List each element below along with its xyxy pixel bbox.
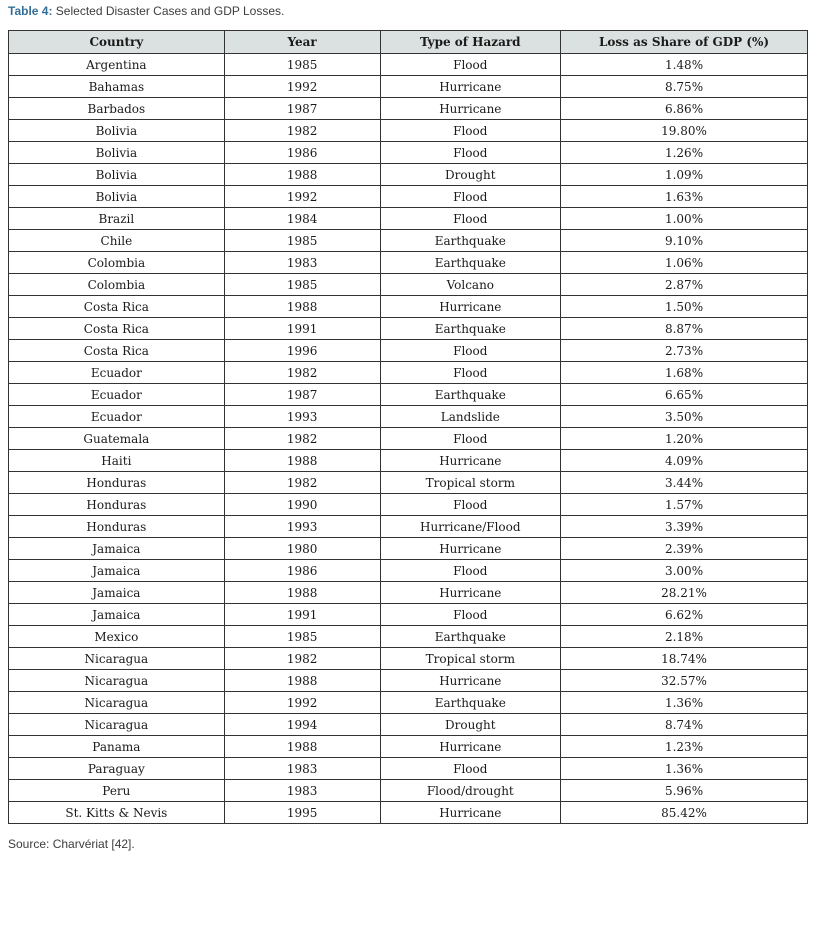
- table-cell: 1986: [224, 560, 380, 582]
- table-cell: 1993: [224, 406, 380, 428]
- table-row: [9, 802, 808, 824]
- table-cell: 2.39%: [561, 538, 808, 560]
- table-caption-label: Table 4:: [8, 4, 53, 18]
- table-cell: Mexico: [9, 626, 225, 648]
- table-cell: 1.36%: [561, 758, 808, 780]
- table-cell: 1992: [224, 692, 380, 714]
- table-cell: 1.26%: [561, 142, 808, 164]
- table-cell: Flood: [380, 758, 561, 780]
- table-row: [9, 340, 808, 362]
- table-cell: Chile: [9, 230, 225, 252]
- table-row: [9, 670, 808, 692]
- table-row: [9, 494, 808, 516]
- table-cell: Jamaica: [9, 604, 225, 626]
- table-cell: 8.75%: [561, 76, 808, 98]
- table-row: [9, 120, 808, 142]
- table-row: [9, 186, 808, 208]
- table-cell: 1992: [224, 76, 380, 98]
- table-header-row: [9, 31, 808, 54]
- table-cell: 1996: [224, 340, 380, 362]
- table-cell: Hurricane: [380, 670, 561, 692]
- table-cell: 1988: [224, 582, 380, 604]
- table-cell: Brazil: [9, 208, 225, 230]
- table-cell: Hurricane/Flood: [380, 516, 561, 538]
- table-row: [9, 362, 808, 384]
- table-cell: 1985: [224, 274, 380, 296]
- table-cell: Flood: [380, 142, 561, 164]
- table-cell: 3.44%: [561, 472, 808, 494]
- table-row: [9, 516, 808, 538]
- table-cell: Tropical storm: [380, 472, 561, 494]
- table-cell: St. Kitts & Nevis: [9, 802, 225, 824]
- table-cell: Colombia: [9, 274, 225, 296]
- table-cell: Landslide: [380, 406, 561, 428]
- disaster-gdp-loss-table: [8, 30, 808, 824]
- table-cell: 85.42%: [561, 802, 808, 824]
- table-cell: Flood: [380, 208, 561, 230]
- table-cell: 1991: [224, 604, 380, 626]
- table-body: [9, 54, 808, 824]
- table-row: [9, 450, 808, 472]
- table-cell: Costa Rica: [9, 296, 225, 318]
- table-cell: Nicaragua: [9, 670, 225, 692]
- table-cell: 1994: [224, 714, 380, 736]
- table-cell: 2.18%: [561, 626, 808, 648]
- table-cell: Volcano: [380, 274, 561, 296]
- table-row: [9, 780, 808, 802]
- table-cell: Jamaica: [9, 560, 225, 582]
- table-cell: Honduras: [9, 516, 225, 538]
- table-cell: 1987: [224, 384, 380, 406]
- table-cell: Peru: [9, 780, 225, 802]
- table-cell: Jamaica: [9, 582, 225, 604]
- table-cell: Barbados: [9, 98, 225, 120]
- table-cell: Panama: [9, 736, 225, 758]
- table-cell: 1988: [224, 164, 380, 186]
- table-cell: Flood: [380, 560, 561, 582]
- table-row: [9, 692, 808, 714]
- table-caption: [8, 4, 808, 19]
- table-cell: 1.63%: [561, 186, 808, 208]
- table-cell: 9.10%: [561, 230, 808, 252]
- table-row: [9, 648, 808, 670]
- table-cell: Drought: [380, 714, 561, 736]
- table-row: [9, 604, 808, 626]
- table-cell: 6.65%: [561, 384, 808, 406]
- table-cell: Ecuador: [9, 406, 225, 428]
- table-cell: Hurricane: [380, 736, 561, 758]
- table-cell: 19.80%: [561, 120, 808, 142]
- column-header: Type of Hazard: [380, 31, 561, 54]
- table-cell: 6.62%: [561, 604, 808, 626]
- table-cell: 1983: [224, 758, 380, 780]
- table-row: [9, 274, 808, 296]
- table-cell: 8.87%: [561, 318, 808, 340]
- table-cell: 1982: [224, 120, 380, 142]
- table-cell: 1.48%: [561, 54, 808, 76]
- table-cell: Bolivia: [9, 142, 225, 164]
- table-cell: Earthquake: [380, 230, 561, 252]
- table-cell: 5.96%: [561, 780, 808, 802]
- table-cell: 1.23%: [561, 736, 808, 758]
- table-cell: 1986: [224, 142, 380, 164]
- table-cell: Nicaragua: [9, 714, 225, 736]
- column-header: Year: [224, 31, 380, 54]
- table-cell: Bolivia: [9, 186, 225, 208]
- table-row: [9, 296, 808, 318]
- table-row: [9, 758, 808, 780]
- table-cell: Earthquake: [380, 626, 561, 648]
- table-row: [9, 208, 808, 230]
- table-cell: 8.74%: [561, 714, 808, 736]
- table-row: [9, 252, 808, 274]
- table-cell: Hurricane: [380, 450, 561, 472]
- table-cell: 1982: [224, 362, 380, 384]
- table-row: [9, 538, 808, 560]
- table-cell: Nicaragua: [9, 648, 225, 670]
- table-cell: Flood: [380, 428, 561, 450]
- table-cell: 1985: [224, 230, 380, 252]
- table-cell: Bahamas: [9, 76, 225, 98]
- table-cell: 1988: [224, 670, 380, 692]
- table-cell: Flood: [380, 362, 561, 384]
- table-cell: 1982: [224, 472, 380, 494]
- table-cell: 1982: [224, 428, 380, 450]
- table-cell: 1985: [224, 626, 380, 648]
- table-cell: 1988: [224, 450, 380, 472]
- table-cell: Bolivia: [9, 120, 225, 142]
- table-cell: 1983: [224, 252, 380, 274]
- table-row: [9, 164, 808, 186]
- table-cell: Costa Rica: [9, 318, 225, 340]
- table-row: [9, 472, 808, 494]
- table-cell: Ecuador: [9, 384, 225, 406]
- table-cell: 1983: [224, 780, 380, 802]
- table-row: [9, 560, 808, 582]
- table-cell: Flood: [380, 494, 561, 516]
- table-cell: Ecuador: [9, 362, 225, 384]
- table-cell: Argentina: [9, 54, 225, 76]
- table-cell: 1988: [224, 296, 380, 318]
- table-cell: Honduras: [9, 494, 225, 516]
- table-row: [9, 626, 808, 648]
- table-cell: Bolivia: [9, 164, 225, 186]
- table-cell: Flood: [380, 120, 561, 142]
- table-row: [9, 76, 808, 98]
- table-row: [9, 406, 808, 428]
- table-row: [9, 736, 808, 758]
- table-row: [9, 230, 808, 252]
- table-row: [9, 142, 808, 164]
- table-cell: Colombia: [9, 252, 225, 274]
- table-cell: Earthquake: [380, 252, 561, 274]
- column-header: Country: [9, 31, 225, 54]
- table-cell: 1.06%: [561, 252, 808, 274]
- table-cell: 1.57%: [561, 494, 808, 516]
- table-row: [9, 54, 808, 76]
- table-row: [9, 98, 808, 120]
- table-cell: Guatemala: [9, 428, 225, 450]
- table-cell: Hurricane: [380, 296, 561, 318]
- table-cell: Jamaica: [9, 538, 225, 560]
- table-cell: Tropical storm: [380, 648, 561, 670]
- table-row: [9, 582, 808, 604]
- source-note: Source: Charvériat [42].: [8, 837, 135, 851]
- table-cell: 32.57%: [561, 670, 808, 692]
- table-cell: Hurricane: [380, 76, 561, 98]
- table-cell: 1993: [224, 516, 380, 538]
- table-cell: Honduras: [9, 472, 225, 494]
- table-cell: Flood/drought: [380, 780, 561, 802]
- table-cell: 1984: [224, 208, 380, 230]
- table-cell: 2.87%: [561, 274, 808, 296]
- table-cell: Flood: [380, 604, 561, 626]
- table-row: [9, 318, 808, 340]
- table-cell: 1988: [224, 736, 380, 758]
- table-cell: 18.74%: [561, 648, 808, 670]
- table-cell: Earthquake: [380, 384, 561, 406]
- table-cell: Drought: [380, 164, 561, 186]
- table-cell: 1985: [224, 54, 380, 76]
- table-cell: Haiti: [9, 450, 225, 472]
- table-caption-text: Selected Disaster Cases and GDP Losses.: [52, 4, 285, 18]
- table-cell: 1995: [224, 802, 380, 824]
- table-cell: 1.09%: [561, 164, 808, 186]
- table-cell: Nicaragua: [9, 692, 225, 714]
- table-cell: 6.86%: [561, 98, 808, 120]
- table-cell: 1982: [224, 648, 380, 670]
- table-row: [9, 384, 808, 406]
- table-cell: 1.00%: [561, 208, 808, 230]
- table-cell: 3.00%: [561, 560, 808, 582]
- table-cell: 1991: [224, 318, 380, 340]
- table-cell: 1992: [224, 186, 380, 208]
- table-cell: 1.68%: [561, 362, 808, 384]
- table-cell: 28.21%: [561, 582, 808, 604]
- column-header: Loss as Share of GDP (%): [561, 31, 808, 54]
- table-cell: Flood: [380, 54, 561, 76]
- table-cell: 1987: [224, 98, 380, 120]
- table-cell: Hurricane: [380, 538, 561, 560]
- table-cell: Hurricane: [380, 582, 561, 604]
- table-cell: Hurricane: [380, 98, 561, 120]
- table-cell: 2.73%: [561, 340, 808, 362]
- table-cell: 3.50%: [561, 406, 808, 428]
- table-cell: Flood: [380, 186, 561, 208]
- table-cell: Paraguay: [9, 758, 225, 780]
- table-cell: Earthquake: [380, 692, 561, 714]
- table-cell: 3.39%: [561, 516, 808, 538]
- table-cell: Costa Rica: [9, 340, 225, 362]
- table-cell: Hurricane: [380, 802, 561, 824]
- table-row: [9, 714, 808, 736]
- table-row: [9, 428, 808, 450]
- table-cell: 1980: [224, 538, 380, 560]
- table-cell: 1.50%: [561, 296, 808, 318]
- table-cell: Earthquake: [380, 318, 561, 340]
- table-cell: 4.09%: [561, 450, 808, 472]
- table-cell: 1990: [224, 494, 380, 516]
- table-cell: 1.20%: [561, 428, 808, 450]
- table-cell: 1.36%: [561, 692, 808, 714]
- table-cell: Flood: [380, 340, 561, 362]
